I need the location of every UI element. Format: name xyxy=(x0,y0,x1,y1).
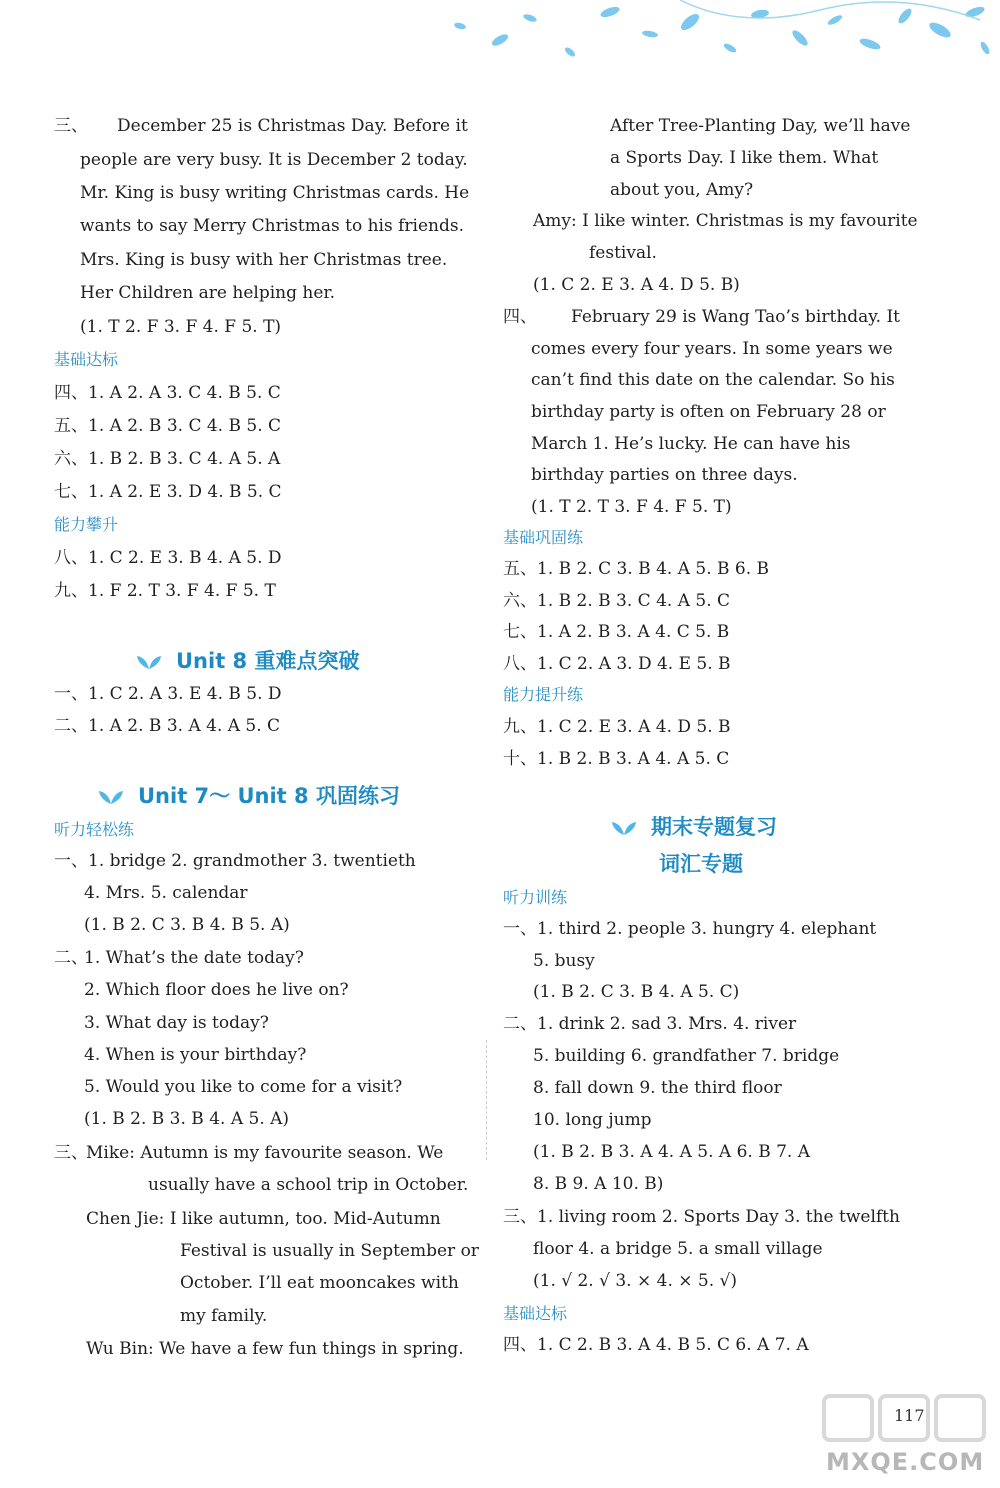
dialogue-line: festival. xyxy=(589,243,657,263)
passage-line: people are very busy. It is December 2 today. xyxy=(80,150,468,170)
answers: (1. B 2. C 3. B 4. B 5. A) xyxy=(84,915,290,935)
question: 2. Which floor does he live on? xyxy=(84,980,349,1000)
answer-row: 一、1. bridge 2. grandmother 3. twentieth xyxy=(54,851,416,871)
answer-row: 一、1. C 2. A 3. E 4. B 5. D xyxy=(54,684,282,704)
passage-line: December 25 is Christmas Day. Before it xyxy=(117,116,468,136)
heading-text: Unit 7～ Unit 8 巩固练习 xyxy=(138,784,400,808)
dialogue-line: Festival is usually in September or xyxy=(180,1241,479,1261)
answer-row: 六、1. B 2. B 3. C 4. A 5. C xyxy=(503,591,731,611)
answer-row: 4. Mrs. 5. calendar xyxy=(84,883,248,903)
dialogue-line: After Tree-Planting Day, we’ll have xyxy=(610,116,911,136)
dialogue-line: Chen Jie: I like autumn, too. Mid-Autumn xyxy=(86,1209,441,1229)
dialogue-line: Wu Bin: We have a few fun things in spring. xyxy=(86,1339,464,1359)
passage-line: comes every four years. In some years we xyxy=(531,339,893,359)
answer-row: 七、1. A 2. E 3. D 4. B 5. C xyxy=(54,482,282,502)
answer-row: 六、1. B 2. B 3. C 4. A 5. A xyxy=(54,449,281,469)
passage-line: Her Children are helping her. xyxy=(80,283,336,303)
question: 4. When is your birthday? xyxy=(84,1045,307,1065)
answers: (1. C 2. E 3. A 4. D 5. B) xyxy=(533,275,740,295)
page-number: 117 xyxy=(894,1406,925,1425)
passage-line: can’t find this date on the calendar. So his xyxy=(531,370,895,390)
dialogue-line: about you, Amy? xyxy=(610,180,754,200)
question: 5. Would you like to come for a visit? xyxy=(84,1077,403,1097)
section-subtitle: 能力提升练 xyxy=(503,685,584,704)
answer-row: 九、1. F 2. T 3. F 4. F 5. T xyxy=(54,581,276,601)
section-subtitle: 能力攀升 xyxy=(54,515,119,534)
passage-line: February 29 is Wang Tao’s birthday. It xyxy=(571,307,900,327)
exercise-label: 二、 xyxy=(54,948,88,968)
answer-row: 八、1. C 2. A 3. D 4. E 5. B xyxy=(503,654,731,674)
answer-row: 二、1. drink 2. sad 3. Mrs. 4. river xyxy=(503,1014,797,1034)
section-heading xyxy=(136,645,359,675)
dialogue-line: usually have a school trip in October. xyxy=(148,1175,469,1195)
passage-line: birthday parties on three days. xyxy=(531,465,798,485)
question: 1. What’s the date today? xyxy=(84,948,304,968)
section-subtitle: 基础达标 xyxy=(54,350,119,369)
answer-row: 七、1. A 2. B 3. A 4. C 5. B xyxy=(503,622,730,642)
dialogue-line: Mike: Autumn is my favourite season. We xyxy=(86,1143,444,1163)
section-heading xyxy=(611,811,777,841)
question: 3. What day is today? xyxy=(84,1013,269,1033)
answer-row: 三、1. living room 2. Sports Day 3. the twelfth xyxy=(503,1207,900,1227)
section-heading: 词汇专题 xyxy=(659,852,743,876)
exercise-label: 四、 xyxy=(503,307,537,327)
leaf-icon xyxy=(611,820,637,836)
leaf-icon xyxy=(136,654,162,670)
answers: 8. B 9. A 10. B) xyxy=(533,1174,664,1194)
answer-row: 四、1. C 2. B 3. A 4. B 5. C 6. A 7. A xyxy=(503,1335,809,1355)
dialogue-line: Amy: I like winter. Christmas is my favourite xyxy=(533,211,918,231)
answer-row: floor 4. a bridge 5. a small village xyxy=(533,1239,823,1259)
answer-row: 二、1. A 2. B 3. A 4. A 5. C xyxy=(54,716,281,736)
answer-row: 一、1. third 2. people 3. hungry 4. elephant xyxy=(503,919,877,939)
answer-row: 五、1. B 2. C 3. B 4. A 5. B 6. B xyxy=(503,559,770,579)
section-subtitle: 基础达标 xyxy=(503,1304,568,1323)
heading-text: Unit 8 重难点突破 xyxy=(176,649,360,673)
passage-line: Mrs. King is busy with her Christmas tree. xyxy=(80,250,448,270)
section-heading xyxy=(98,780,400,810)
section-subtitle: 基础巩固练 xyxy=(503,528,584,547)
answer-row: 四、1. A 2. A 3. C 4. B 5. C xyxy=(54,383,281,403)
answer-row: 5. busy xyxy=(533,951,595,971)
leaf-icon xyxy=(98,789,124,805)
section-subtitle: 听力轻松练 xyxy=(54,820,135,839)
answer-row: 10. long jump xyxy=(533,1110,652,1130)
answer-row: 8. fall down 9. the third floor xyxy=(533,1078,782,1098)
answers: (1. T 2. T 3. F 4. F 5. T) xyxy=(531,497,732,517)
answers: (1. B 2. C 3. B 4. A 5. C) xyxy=(533,982,740,1002)
passage-line: wants to say Merry Christmas to his friends. xyxy=(80,216,464,236)
passage-line: March 1. He’s lucky. He can have his xyxy=(531,434,851,454)
answer-row: 八、1. C 2. E 3. B 4. A 5. D xyxy=(54,548,282,568)
answer-row: 五、1. A 2. B 3. C 4. B 5. C xyxy=(54,416,282,436)
answer-row: 5. building 6. grandfather 7. bridge xyxy=(533,1046,840,1066)
answer-row: 十、1. B 2. B 3. A 4. A 5. C xyxy=(503,749,730,769)
dialogue-line: a Sports Day. I like them. What xyxy=(610,148,879,168)
column-divider xyxy=(486,1040,488,1160)
answers: (1. B 2. B 3. B 4. A 5. A) xyxy=(84,1109,290,1129)
exercise-label: 三、 xyxy=(54,116,88,136)
leaf-decoration xyxy=(440,0,1000,70)
heading-text: 期末专题复习 xyxy=(651,815,777,839)
exercise-label: 三、 xyxy=(54,1143,88,1163)
passage-line: Mr. King is busy writing Christmas cards. He xyxy=(80,183,470,203)
answers: (1. √ 2. √ 3. × 4. × 5. √) xyxy=(533,1271,737,1291)
dialogue-line: October. I’ll eat mooncakes with xyxy=(180,1273,459,1293)
answers: (1. T 2. F 3. F 4. F 5. T) xyxy=(80,317,282,337)
watermark-text: MXQE.COM xyxy=(826,1448,985,1476)
passage-line: birthday party is often on February 28 or xyxy=(531,402,886,422)
dialogue-line: my family. xyxy=(180,1306,268,1326)
section-subtitle: 听力训练 xyxy=(503,888,568,907)
answers: (1. B 2. B 3. A 4. A 5. A 6. B 7. A xyxy=(533,1142,811,1162)
answer-row: 九、1. C 2. E 3. A 4. D 5. B xyxy=(503,717,731,737)
